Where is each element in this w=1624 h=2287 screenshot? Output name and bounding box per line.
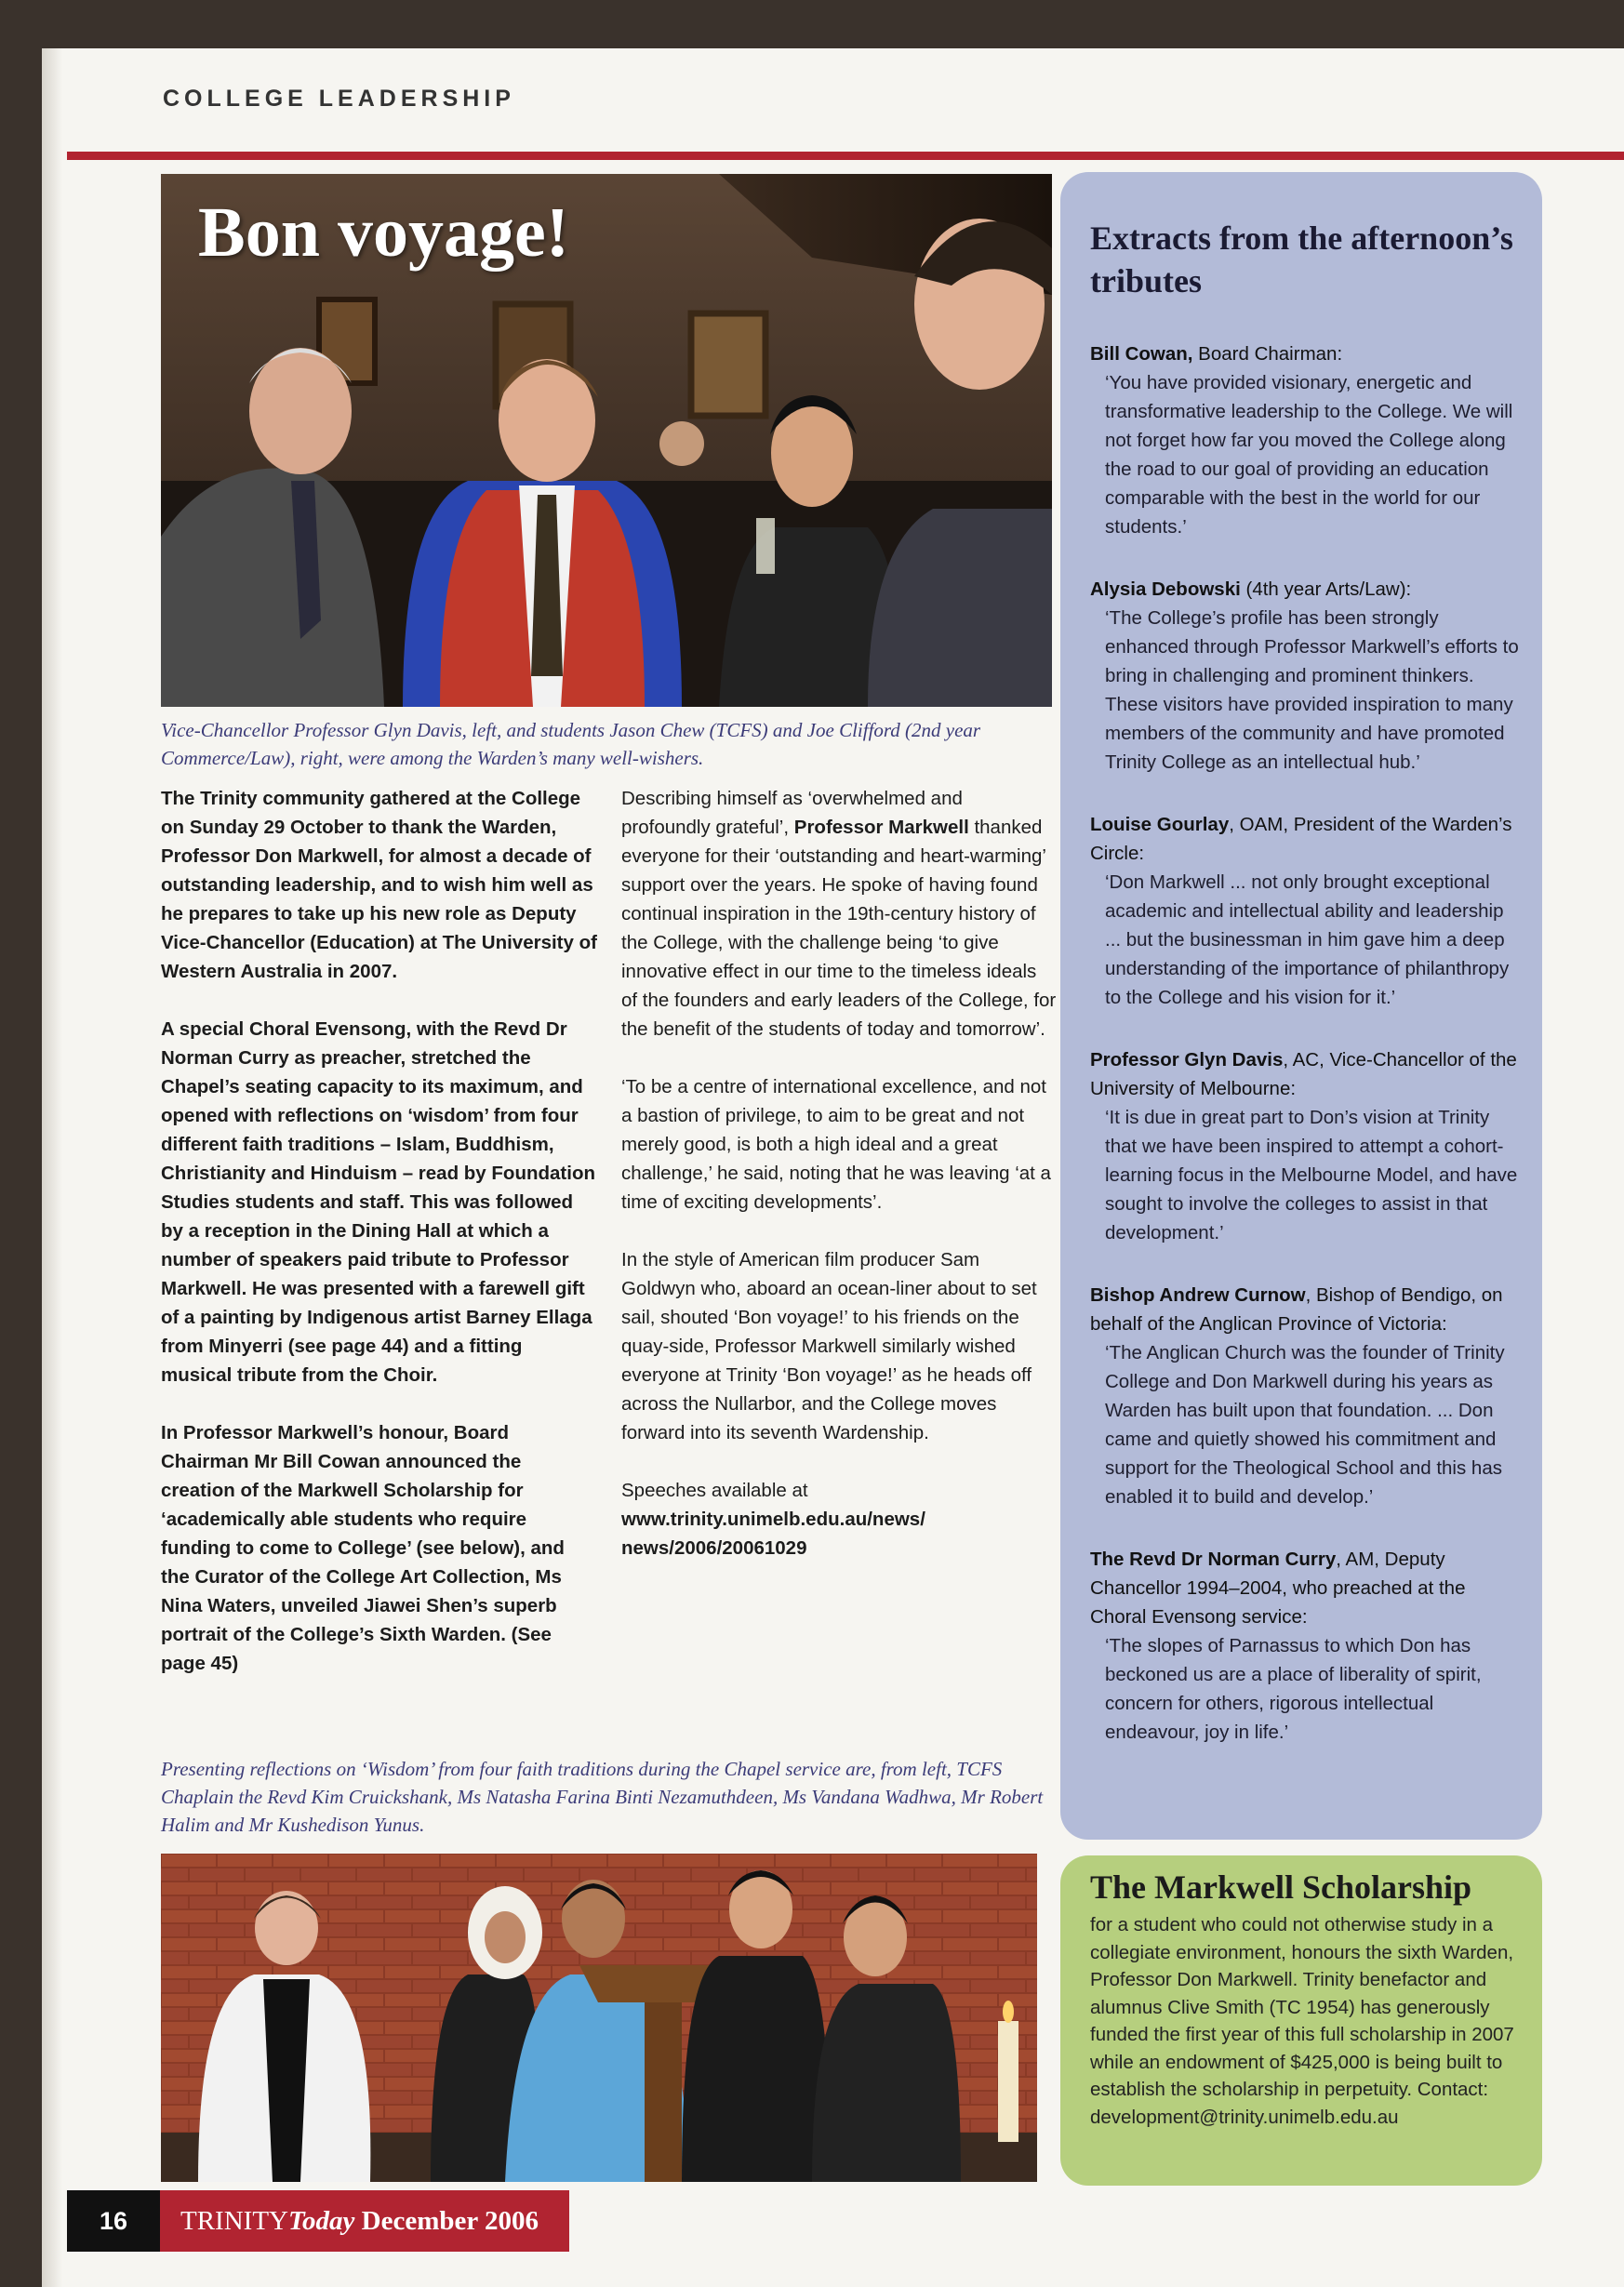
section-heading: COLLEGE LEADERSHIP [163, 86, 515, 112]
scholarship-text: for a student who could not otherwise study in a collegiate environment, honours the sixth Warden, Professor Don Markwell. Trinity benefactor and alumnus Clive Smith (TC 1954) has generously funded the first year of this full scholarship in 2007 while an endowment of $425,000 is being built to establish the scholarship in perpetuity. Contact: development@trinity.unimelb.edu.au [1090, 1914, 1514, 2128]
speaker-name: Professor Glyn Davis [1090, 1049, 1284, 1070]
article-col1 [161, 784, 598, 1707]
speaker-name: Alysia Debowski [1090, 578, 1241, 600]
chapel-photo-image [161, 1854, 1037, 2182]
photo1-caption: Vice-Chancellor Professor Glyn Davis, left, and students Jason Chew (TCFS) and Joe Clifford (2nd year Commerce/Law), right, were among the Warden’s many well-wishers. [161, 719, 981, 769]
magazine-footer [160, 2190, 569, 2252]
speaker-role: Board Chairman: [1192, 343, 1343, 365]
col2-p1-pre: Describing himself as ‘overwhelmed and profoundly grateful’, [621, 788, 963, 838]
tribute-quote: ‘Don Markwell ... not only brought exceptional academic and intellectual ability and leadership ... but the businessman in him gave him a deep understanding of the importance of philanthropy to the College and his vision for it.’ [1105, 871, 1510, 1008]
col2-para: ‘To be a centre of international excellence, and not a bastion of privilege, to aim to be great and not merely good, is both a high ideal and a great challenge,’ he said, noting that he was leaving ‘at a time of exciting developments’. [621, 1076, 1051, 1213]
tribute-item [1090, 1281, 1524, 1511]
chapel-photo [161, 1854, 1037, 2182]
col2-p1-bold: Professor Markwell [793, 817, 969, 838]
tributes-sidebar [1060, 172, 1542, 1840]
tribute-item [1090, 810, 1524, 1012]
page-number: 16 [67, 2190, 160, 2252]
tribute-speaker [1090, 1281, 1524, 1338]
tribute-speaker [1090, 1545, 1524, 1631]
red-rule [67, 152, 1624, 160]
speaker-name: Bill Cowan, [1090, 343, 1193, 365]
col2-para [621, 1476, 1057, 1562]
mag-name: TRINITY [180, 2206, 288, 2236]
tribute-speaker [1090, 339, 1524, 368]
tribute-quote: ‘The Anglican Church was the founder of Trinity College and Don Markwell during his years as Warden has built upon that foundation. ... Don came and quietly showed his commitment and support for the Theological School and this has enabled it to build and develop.’ [1105, 1342, 1505, 1508]
speaker-role: , AC, Vice-Chancellor of the University of Melbourne: [1090, 1049, 1517, 1099]
tribute-quote: ‘The College’s profile has been strongly enhanced through Professor Markwell’s efforts to bring in challenging and prominent thinkers. These visitors have provided inspiration to many members of the community and have promoted Trinity College as an intellectual hub.’ [1105, 607, 1519, 773]
photo2-caption: Presenting reflections on ‘Wisdom’ from four faith traditions during the Chapel service are, from left, TCFS Chaplain the Revd Kim Cruickshank, Ms Natasha Farina Binti Nezamuthdeen, Ms Vandana Wadhwa, Mr Robert Halim and Mr Kushedison Yunus. [161, 1758, 1044, 1836]
sidebar-title: Extracts from the afternoon’s tributes [1090, 219, 1513, 299]
tribute-item [1090, 1545, 1524, 1747]
tribute-quote: ‘It is due in great part to Don’s vision at Trinity that we have been inspired to attempt a cohort-learning focus in the Melbourne Model, and have sought to involve the colleges to assist in that development.’ [1105, 1107, 1518, 1243]
tribute-item [1090, 575, 1524, 777]
col1-para: A special Choral Evensong, with the Revd Dr Norman Curry as preacher, stretched the Chapel’s seating capacity to its maximum, and opened with reflections on ‘wisdom’ from four different faith traditions – Islam, Buddhism, Christianity and Hinduism – read by Foundation Studies students and staff. This was followed by a reception in the Dining Hall at which a number of speakers paid tribute to Professor Markwell. He was presented with a farewell gift of a painting by Indigenous artist Barney Ellaga from Minyerri (see page 44) and a fitting musical tribute from the Choir. [161, 1018, 595, 1386]
speaker-role: , OAM, President of the Warden’s Circle: [1090, 814, 1512, 864]
speaker-role: (4th year Arts/Law): [1240, 578, 1412, 600]
reception-photo [161, 174, 1052, 707]
tribute-item [1090, 1045, 1524, 1247]
speaker-role: , AM, Deputy Chancellor 1994–2004, who preached at the Choral Evensong service: [1090, 1549, 1466, 1628]
article-col2 [621, 784, 1057, 1562]
issue-date: December 2006 [354, 2206, 539, 2236]
scholarship-title: The Markwell Scholarship [1090, 1868, 1472, 1906]
speaker-name: Bishop Andrew Curnow [1090, 1284, 1306, 1306]
speaker-name: The Revd Dr Norman Curry [1090, 1549, 1337, 1570]
speaker-name: Louise Gourlay [1090, 814, 1230, 835]
headline: Bon voyage! [198, 193, 569, 272]
col2-para [621, 784, 1057, 1044]
tribute-speaker [1090, 1045, 1524, 1103]
tribute-item [1090, 339, 1524, 541]
page-spine-shadow [42, 48, 62, 2287]
tribute-quote: ‘You have provided visionary, energetic and transformative leadership to the College. We will not forget how far you moved the College along the road to our goal of providing an education comparable with the best in the world for our students.’ [1105, 372, 1513, 538]
mag-name-today: Today [287, 2206, 355, 2236]
speeches-link[interactable]: www.trinity.unimelb.edu.au/news/ news/2006/20061029 [621, 1509, 925, 1559]
speeches-note: Speeches available at [621, 1480, 808, 1501]
scholarship-box [1060, 1855, 1542, 2186]
col2-p1-post: thanked everyone for their ‘outstanding and heart-warming’ support over the years. He spoke of having found continual inspiration in the 19th-century history of the College, with the challenge being ‘to give innovative effect in our time to the timeless ideals of the founders and early leaders of the College, for the benefit of the students of today and tomorrow’. [621, 817, 1057, 1040]
col1-para: The Trinity community gathered at the College on Sunday 29 October to thank the Warden, Professor Don Markwell, for almost a decade of outstanding leadership, and to wish him well as he prepares to take up his new role as Deputy Vice-Chancellor (Education) at The University of Western Australia in 2007. [161, 788, 597, 982]
tribute-speaker [1090, 810, 1524, 868]
col2-para: In the style of American film producer Sam Goldwyn who, aboard an ocean-liner about to set sail, shouted ‘Bon voyage!’ to his friends on the quay-side, Professor Markwell similarly wished everyone at Trinity ‘Bon voyage!’ as he heads off across the Nullarbor, and the College moves forward into its seventh Wardenship. [621, 1249, 1037, 1443]
speaker-role: , Bishop of Bendigo, on behalf of the Anglican Province of Victoria: [1090, 1284, 1503, 1335]
tribute-quote: ‘The slopes of Parnassus to which Don has beckoned us are a place of liberality of spirit, concern for others, rigorous intellectual endeavour, joy in life.’ [1105, 1635, 1482, 1743]
col1-para: In Professor Markwell’s honour, Board Chairman Mr Bill Cowan announced the creation of the Markwell Scholarship for ‘academically able students who require funding to come to College’ (see below), and the Curator of the College Art Collection, Ms Nina Waters, unveiled Jiawei Shen’s superb portrait of the College’s Sixth Warden. (See page 45) [161, 1422, 565, 1674]
tribute-speaker [1090, 575, 1524, 604]
